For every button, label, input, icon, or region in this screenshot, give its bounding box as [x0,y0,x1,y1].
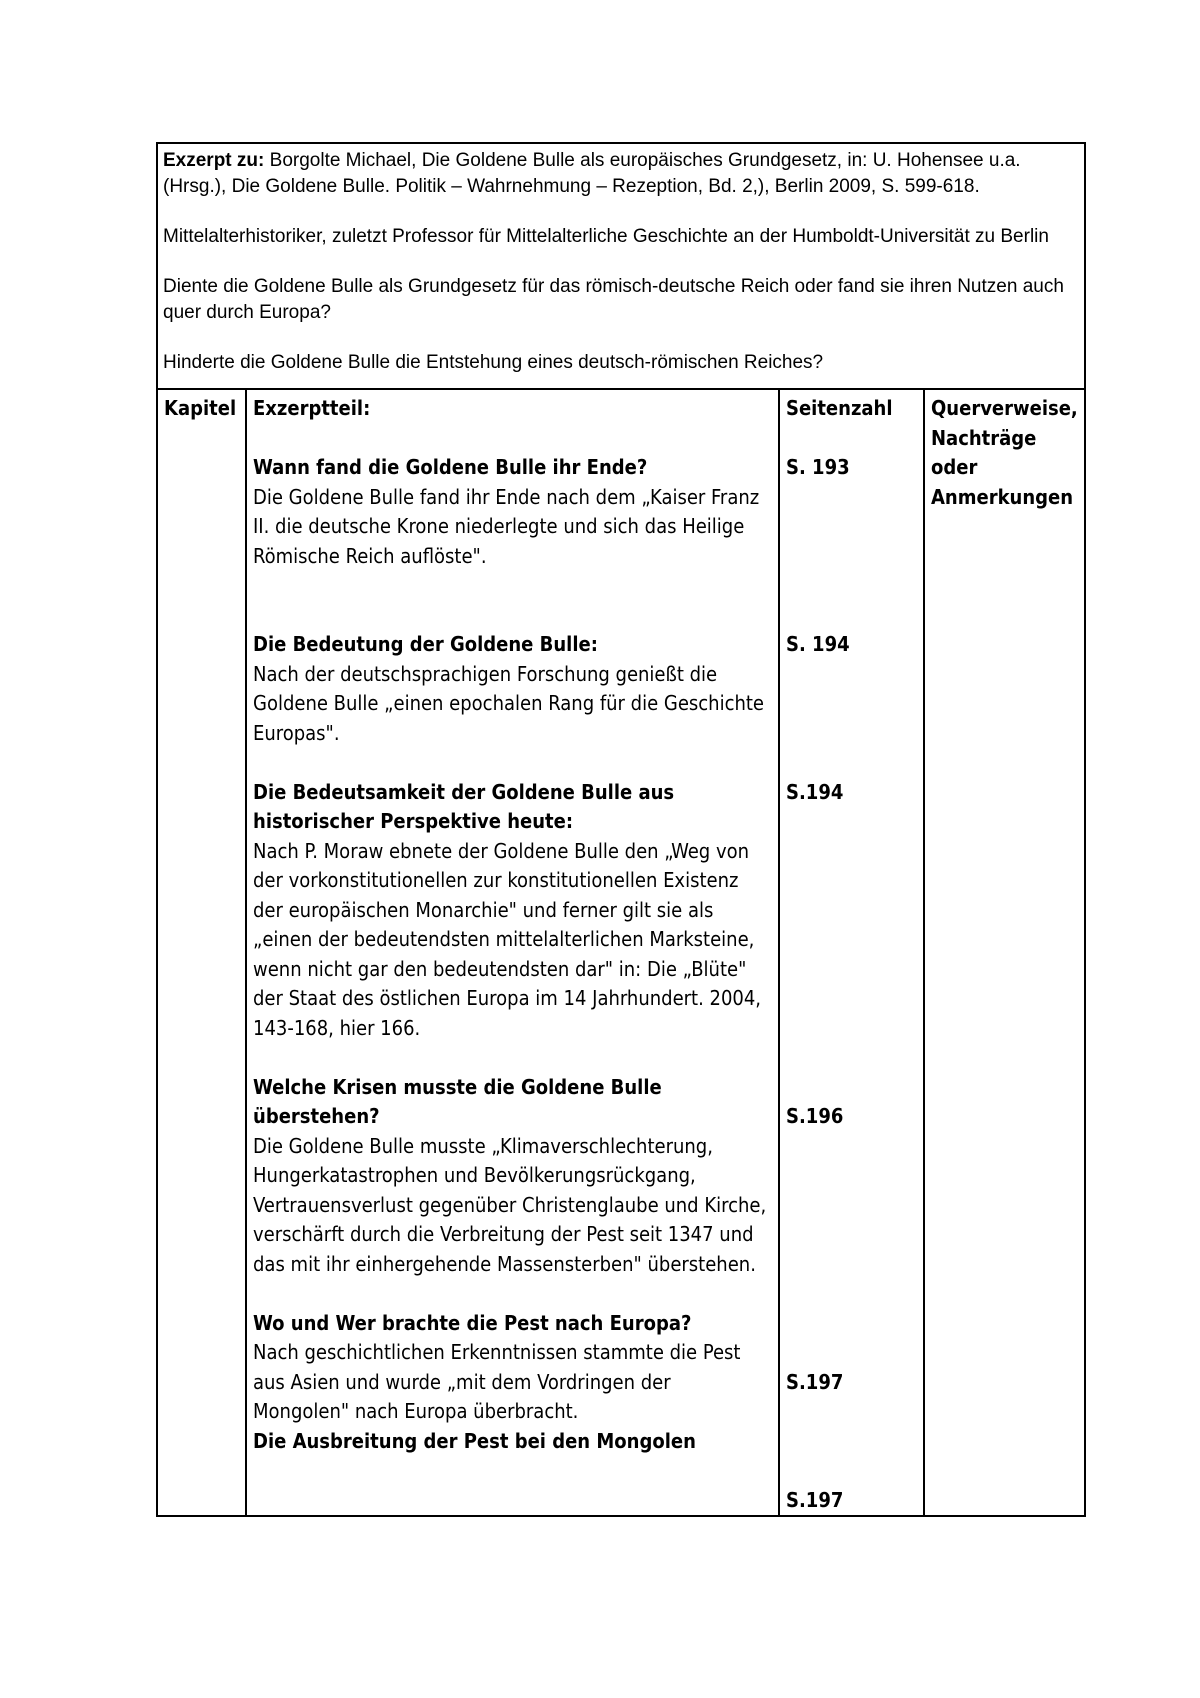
excerpt-column [246,390,779,1515]
entry-answer: Die Goldene Bulle musste „Klimaverschlechterung, Hungerkatastrophen und Bevölkerungsrückgang, Vertrauensverlust gegenüber Christenglaube und Kirche, verschärft durch die Verbreitung der Pest seit 1347 und das mit ihr einhergehende Massensterben" überstehen. [253,1133,767,1276]
citation-paragraph [163,148,1076,200]
chapter-column [158,390,246,1515]
excerpt-entry [253,1073,772,1280]
pages-header: Seitenzahl [786,396,893,420]
page-reference: S.197 [786,1369,844,1394]
entry-answer: Nach P. Moraw ebnete der Goldene Bulle den „Weg von der vorkonstitutionellen zur konstitutionellen Existenz der europäischen Monarchie" und ferner gilt sie als „einen der bedeutendsten mittelalterlichen Marksteine, wenn nicht gar den bedeutendsten dar" in: Die „Blüte" der Staat des östlichen Europa im 14 Jahrhundert. 2004, 143-168, hier 166. [253,838,762,1040]
chapter-header: Kapitel [164,396,237,420]
page-reference: S.197 [786,1487,844,1512]
entry-question: Wo und Wer brachte die Pest nach Europa? [253,1310,692,1335]
excerpt-entry [253,630,772,748]
excerpt-entry [253,778,772,1044]
pages-column [779,390,924,1515]
entry-question: Welche Krisen musste die Goldene Bulle überstehen? [253,1074,662,1128]
research-question-2: Hinderte die Goldene Bulle die Entstehung eines deutsch-römischen Reiches? [163,352,824,373]
excerpt-table [158,390,1084,1515]
entry-question: Die Bedeutung der Goldene Bulle: [253,632,598,656]
entry-answer: Nach geschichtlichen Erkenntnissen stammte die Pest aus Asien und wurde „mit dem Vordringen der Mongolen" nach Europa überbracht. [253,1340,741,1423]
excerpt-header: Exzerptteil: [253,396,371,420]
entry-answer: Nach der deutschsprachigen Forschung genießt die Goldene Bulle „einen epochalen Rang für die Geschichte Europas". [253,661,764,745]
page-reference: S. 193 [786,455,850,479]
notes-column [924,390,1084,1515]
excerpt-entry [253,453,772,571]
entry-answer: Die Goldene Bulle fand ihr Ende nach dem „Kaiser Franz II. die deutsche Krone niederlegte und sich das Heilige Römische Reich auflöste". [253,484,760,568]
page-reference: S. 194 [786,632,850,656]
header-block [158,144,1084,390]
entry-question: Die Ausbreitung der Pest bei den Mongolen [253,1428,696,1453]
table-row [158,390,1084,1515]
entry-question: Wann fand die Goldene Bulle ihr Ende? [253,455,648,479]
page-reference: S.194 [786,779,844,804]
excerpt-entry [253,1309,772,1427]
author-info: Mittelalterhistoriker, zuletzt Professor für Mittelalterliche Geschichte an der Humboldt-Universität zu Berlin [163,226,1049,247]
excerpt-document [156,142,1086,1517]
research-question-1: Diente die Goldene Bulle als Grundgesetz für das römisch-deutsche Reich oder fand sie ihren Nutzen auch quer durch Europa? [163,276,1064,323]
page-reference: S.196 [786,1104,844,1128]
entry-question: Die Bedeutsamkeit der Goldene Bulle aus historischer Perspektive heute: [253,779,675,833]
notes-header: Querverweise, Nachträge oder Anmerkungen [931,396,1078,509]
excerpt-label: Exzerpt zu: [163,150,265,171]
citation-text: Borgolte Michael, Die Goldene Bulle als europäisches Grundgesetz, in: U. Hohensee u.a. (Hrsg.), Die Goldene Bulle. Politik – Wahrnehmung – Rezeption, Bd. 2,), Berlin 2009, S. 599-618. [163,150,1021,197]
excerpt-entry [253,1427,772,1457]
